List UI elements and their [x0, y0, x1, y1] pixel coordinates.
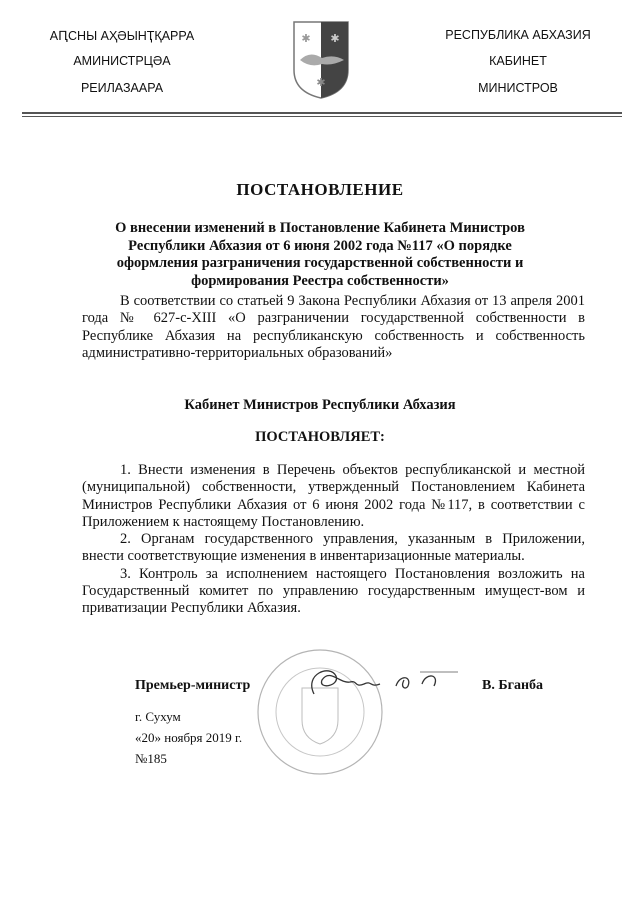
header-left-line: АԤСНЫ АҲӘЫНҬҚАРРА [49, 29, 195, 43]
decree-item: 3. Контроль за исполнением настоящего Постановления возложить на Государственный комитет по управлению государственным имущест-вом и приватизации Республики Абхазия. [82, 565, 585, 617]
header-right-line: МИНИСТРОВ [478, 81, 558, 95]
svg-text:✱: ✱ [301, 33, 311, 45]
svg-text:✱: ✱ [316, 77, 326, 89]
signature-icon [300, 664, 460, 700]
signatory-position: Премьер-министр [135, 678, 251, 693]
city: г. Сухум [135, 709, 181, 724]
document-title: ПОСТАНОВЛЕНИЕ [236, 180, 404, 199]
signatory-name: В. Бганба [482, 678, 544, 693]
decree-heading: ПОСТАНОВЛЯЕТ: [255, 429, 385, 445]
header-divider [22, 112, 622, 114]
header-right-line: РЕСПУБЛИКА АБХАЗИЯ [445, 28, 591, 42]
document-subtitle: О внесении изменений в Постановление Кабинета Министров Республики Абхазия от 6 июня 2002 года №117 «О порядке оформления разграничения государственной собственности и формирования Реестра собственности» [115, 220, 525, 289]
header-left-line: РЕИЛАЗААРА [80, 81, 164, 95]
decree-item: 1. Внести изменения в Перечень объектов республиканской и местной (муниципальной) собственности, утвержденный Постановлением Кабинета Министров Республики Абхазия от 6 июня 2002 года №117, в соответствии с Приложением к настоящему Постановлению. [82, 462, 585, 530]
document-number: №185 [135, 751, 167, 766]
decree-items [82, 462, 585, 618]
header-left-line: АМИНИСТРЦӘА [73, 54, 171, 68]
coat-of-arms-icon [292, 20, 350, 100]
issuer: Кабинет Министров Республики Абхазия [184, 397, 456, 413]
svg-text:✱: ✱ [330, 33, 340, 45]
date: «20» ноября 2019 г. [135, 730, 243, 745]
preamble: В соответствии со статьей 9 Закона Республики Абхазия от 13 апреля 2001 года № 627-с-XIII «О разграничении государственной собственности в Республике Абхазия на республиканскую собственность и собственность административно-территориальных образований» [82, 293, 585, 361]
decree-item: 2. Органам государственного управления, указанным в Приложении, внести соответствующие изменения в инвентаризационные материалы. [82, 531, 585, 565]
header-divider [22, 116, 622, 117]
header-right-line: КАБИНЕТ [489, 54, 547, 68]
